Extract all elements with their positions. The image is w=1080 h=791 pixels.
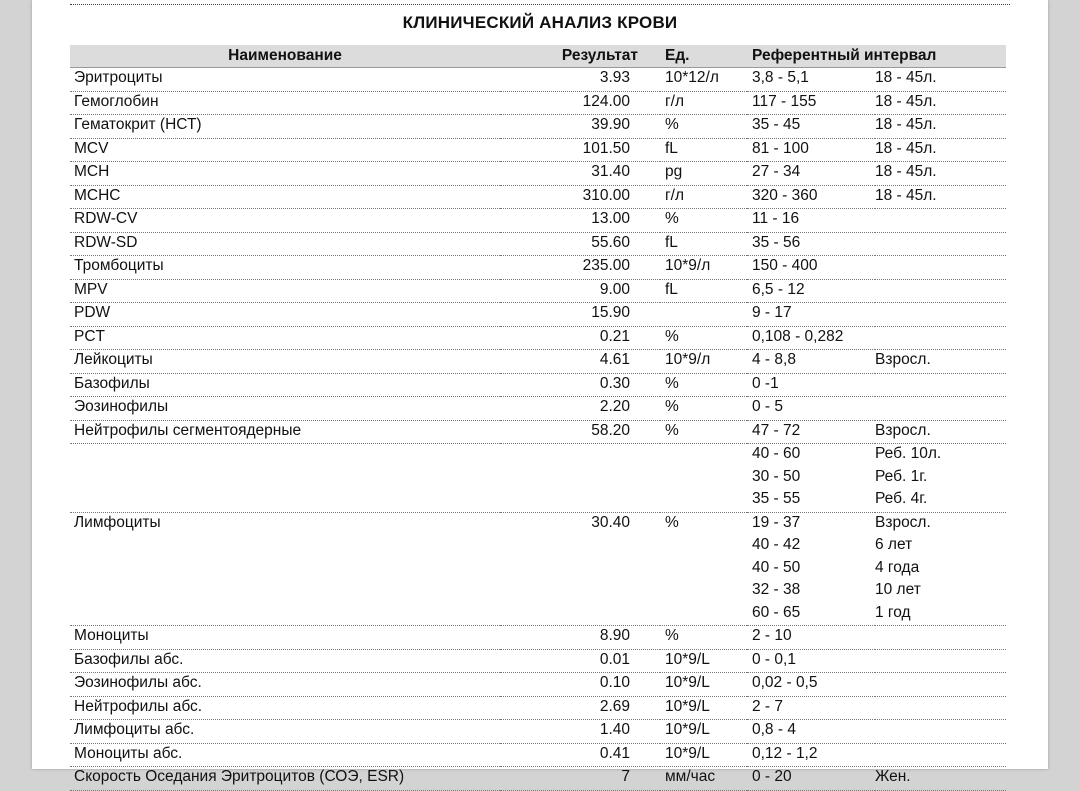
cell-unit: 10*9/L bbox=[660, 696, 747, 720]
cell-result: 235.00 bbox=[500, 256, 660, 280]
cell-name bbox=[70, 603, 500, 626]
cell-name: MPV bbox=[70, 279, 500, 303]
table-row bbox=[70, 603, 1006, 626]
cell-result bbox=[500, 580, 660, 603]
cell-unit: % bbox=[660, 397, 747, 421]
cell-unit: fL bbox=[660, 232, 747, 256]
cell-name: MCHC bbox=[70, 185, 500, 209]
table-row bbox=[70, 696, 1006, 720]
cell-reference: 27 - 34 bbox=[747, 162, 875, 186]
cell-name: Нейтрофилы сегментоядерные bbox=[70, 420, 500, 444]
table-row bbox=[70, 256, 1006, 280]
cell-result: 4.61 bbox=[500, 350, 660, 374]
cell-result bbox=[500, 444, 660, 467]
cell-reference: 9 - 17 bbox=[747, 303, 875, 327]
cell-unit bbox=[660, 603, 747, 626]
cell-reference: 30 - 50 bbox=[752, 467, 801, 485]
cell-note: Взросл. bbox=[875, 350, 1006, 374]
cell-result: 31.40 bbox=[500, 162, 660, 186]
cell-unit: % bbox=[660, 209, 747, 233]
cell-unit bbox=[660, 535, 747, 558]
cell-note: 18 - 45л. bbox=[875, 162, 1006, 186]
cell-name: Эозинофилы bbox=[70, 397, 500, 421]
column-header-result: Результат bbox=[500, 45, 660, 68]
cell-unit bbox=[660, 558, 747, 581]
cell-name: Базофилы bbox=[70, 373, 500, 397]
cell-reference: 35 - 45 bbox=[747, 115, 875, 139]
cell-reference: 6,5 - 12 bbox=[747, 279, 875, 303]
cell-note bbox=[875, 326, 1006, 350]
cell-result: 55.60 bbox=[500, 232, 660, 256]
cell-unit: % bbox=[660, 420, 747, 444]
cell-result: 3.93 bbox=[500, 68, 660, 92]
cell-result: 8.90 bbox=[500, 626, 660, 650]
cell-note bbox=[875, 720, 1006, 744]
cell-note bbox=[875, 743, 1006, 767]
table-row bbox=[70, 489, 1006, 512]
table-row bbox=[70, 279, 1006, 303]
cell-note bbox=[875, 256, 1006, 280]
cell-result: 15.90 bbox=[500, 303, 660, 327]
cell-result: 0.30 bbox=[500, 373, 660, 397]
cell-reference: 47 - 72 bbox=[747, 420, 875, 444]
cell-result: 0.41 bbox=[500, 743, 660, 767]
cell-unit: 10*9/л bbox=[660, 256, 747, 280]
table-row bbox=[70, 626, 1006, 650]
cell-name bbox=[70, 535, 500, 558]
cell-note: 6 лет bbox=[875, 536, 913, 553]
cell-name: Базофилы абс. bbox=[70, 649, 500, 673]
cell-unit: % bbox=[660, 373, 747, 397]
table-row bbox=[70, 535, 1006, 558]
table-row bbox=[70, 350, 1006, 374]
cell-unit: % bbox=[660, 115, 747, 139]
cell-name: Эозинофилы абс. bbox=[70, 673, 500, 697]
cell-unit: г/л bbox=[660, 91, 747, 115]
table-row bbox=[70, 138, 1006, 162]
cell-name: Лимфоциты абс. bbox=[70, 720, 500, 744]
cell-note: Взросл. bbox=[875, 513, 931, 531]
cell-reference: 117 - 155 bbox=[747, 91, 875, 115]
cell-reference: 60 - 65 bbox=[747, 603, 875, 626]
cell-result bbox=[500, 467, 660, 490]
cell-unit bbox=[660, 489, 747, 512]
cell-unit: % bbox=[665, 513, 679, 531]
cell-result: 2.20 bbox=[500, 397, 660, 421]
cell-name: Тромбоциты bbox=[70, 256, 500, 280]
cell-unit bbox=[660, 580, 747, 603]
cell-note bbox=[875, 209, 1006, 233]
table-row bbox=[70, 420, 1006, 444]
cell-reference: 2 - 7 bbox=[747, 696, 875, 720]
cell-reference: 32 - 38 bbox=[752, 581, 801, 598]
cell-result: 0.10 bbox=[500, 673, 660, 697]
table-row bbox=[70, 444, 1006, 467]
cell-note: Реб. 10л. bbox=[875, 445, 942, 462]
cell-reference: 4 - 8,8 bbox=[747, 350, 875, 374]
cell-unit: 10*9/л bbox=[660, 350, 747, 374]
cell-result: 7 bbox=[500, 767, 660, 791]
cell-result bbox=[500, 535, 660, 558]
table-body bbox=[70, 68, 1006, 791]
cell-reference: 0 - 20 bbox=[747, 767, 875, 791]
cell-reference: 40 - 42 bbox=[752, 536, 801, 553]
cell-note: 18 - 45л. bbox=[875, 185, 1006, 209]
column-header-unit: Ед. bbox=[660, 45, 747, 68]
cell-name bbox=[70, 489, 500, 512]
cell-result: 30.40 bbox=[591, 513, 630, 531]
table-row bbox=[70, 397, 1006, 421]
cell-reference: 0,8 - 4 bbox=[747, 720, 875, 744]
table-row bbox=[70, 767, 1006, 791]
table-row bbox=[70, 326, 1006, 350]
table-row bbox=[70, 512, 1006, 535]
cell-reference: 0,108 - 0,282 bbox=[747, 326, 875, 350]
table-row bbox=[70, 162, 1006, 186]
cell-result bbox=[500, 558, 660, 581]
cell-note: 10 лет bbox=[875, 581, 921, 598]
cell-reference: 2 - 10 bbox=[747, 626, 875, 650]
cell-name: Моноциты bbox=[70, 626, 500, 650]
cell-result: 1.40 bbox=[500, 720, 660, 744]
cell-note: 18 - 45л. bbox=[875, 91, 1006, 115]
cell-result: 310.00 bbox=[500, 185, 660, 209]
cell-note bbox=[875, 232, 1006, 256]
cell-name: RDW-CV bbox=[70, 209, 500, 233]
cell-name: MCV bbox=[70, 138, 500, 162]
table-header-row bbox=[70, 45, 1006, 68]
cell-unit: 10*9/L bbox=[660, 649, 747, 673]
cell-unit: pg bbox=[660, 162, 747, 186]
cell-name: MCH bbox=[70, 162, 500, 186]
table-row bbox=[70, 580, 1006, 603]
cell-unit: fL bbox=[660, 279, 747, 303]
cell-unit: % bbox=[660, 326, 747, 350]
cell-reference: 81 - 100 bbox=[747, 138, 875, 162]
cell-unit: 10*9/L bbox=[660, 743, 747, 767]
cell-reference: 0 -1 bbox=[747, 373, 875, 397]
cell-note bbox=[875, 303, 1006, 327]
cell-unit: 10*12/л bbox=[660, 68, 747, 92]
cell-note: Реб. 1г. bbox=[875, 467, 928, 485]
cell-result: 0.21 bbox=[500, 326, 660, 350]
cell-unit: % bbox=[660, 626, 747, 650]
cell-result: 13.00 bbox=[500, 209, 660, 233]
cell-reference: 0 - 0,1 bbox=[747, 649, 875, 673]
cell-name: Моноциты абс. bbox=[70, 743, 500, 767]
cell-name: Нейтрофилы абс. bbox=[70, 696, 500, 720]
report-title: КЛИНИЧЕСКИЙ АНАЛИЗ КРОВИ bbox=[402, 13, 678, 32]
cell-note bbox=[875, 696, 1006, 720]
cell-result: 0.01 bbox=[500, 649, 660, 673]
cell-note bbox=[875, 673, 1006, 697]
cell-name: PCT bbox=[70, 326, 500, 350]
cell-note bbox=[875, 373, 1006, 397]
cell-result: 124.00 bbox=[500, 91, 660, 115]
cell-note bbox=[875, 279, 1006, 303]
cell-note: 18 - 45л. bbox=[875, 68, 1006, 92]
table-row bbox=[70, 209, 1006, 233]
cell-result bbox=[500, 489, 660, 512]
cell-result: 39.90 bbox=[500, 115, 660, 139]
cell-note: 1 год bbox=[875, 603, 1006, 626]
cell-reference: 150 - 400 bbox=[747, 256, 875, 280]
cell-note: Жен. bbox=[875, 767, 1006, 791]
cell-reference: 0,02 - 0,5 bbox=[747, 673, 875, 697]
table-row bbox=[70, 720, 1006, 744]
cell-result: 58.20 bbox=[500, 420, 660, 444]
cell-unit bbox=[660, 444, 747, 467]
cell-reference: 40 - 50 bbox=[752, 558, 801, 576]
cell-note bbox=[875, 649, 1006, 673]
column-header-reference: Референтный интервал bbox=[747, 45, 1006, 68]
cell-name bbox=[70, 580, 500, 603]
cell-note: Взросл. bbox=[875, 420, 1006, 444]
table-row bbox=[70, 743, 1006, 767]
table-row bbox=[70, 467, 1006, 490]
cell-reference: 11 - 16 bbox=[747, 209, 875, 233]
cell-name: Гемоглобин bbox=[70, 91, 500, 115]
cell-result: 101.50 bbox=[500, 138, 660, 162]
cell-name: Лимфоциты bbox=[74, 513, 161, 531]
cell-reference: 0,12 - 1,2 bbox=[747, 743, 875, 767]
cell-note bbox=[875, 626, 1006, 650]
cell-unit bbox=[660, 303, 747, 327]
cell-note: 18 - 45л. bbox=[875, 115, 1006, 139]
cell-name bbox=[70, 444, 500, 467]
table-row bbox=[70, 91, 1006, 115]
cell-reference: 40 - 60 bbox=[752, 445, 801, 462]
cell-unit bbox=[660, 467, 747, 490]
cell-unit: 10*9/L bbox=[660, 720, 747, 744]
cell-result bbox=[500, 603, 660, 626]
cell-name: PDW bbox=[70, 303, 500, 327]
table-row bbox=[70, 649, 1006, 673]
cell-name: Эритроциты bbox=[70, 68, 500, 92]
table-row bbox=[70, 558, 1006, 581]
cell-reference: 35 - 56 bbox=[747, 232, 875, 256]
table-row bbox=[70, 68, 1006, 92]
cell-note bbox=[875, 397, 1006, 421]
cell-reference: 0 - 5 bbox=[747, 397, 875, 421]
cell-note: 4 года bbox=[875, 558, 920, 576]
table-row bbox=[70, 303, 1006, 327]
table-row bbox=[70, 373, 1006, 397]
cell-unit: fL bbox=[660, 138, 747, 162]
cell-unit: г/л bbox=[660, 185, 747, 209]
table-row bbox=[70, 185, 1006, 209]
cell-unit: 10*9/L bbox=[660, 673, 747, 697]
cell-note: 18 - 45л. bbox=[875, 138, 1006, 162]
table-row bbox=[70, 115, 1006, 139]
cell-name bbox=[70, 558, 500, 581]
cell-result: 9.00 bbox=[500, 279, 660, 303]
cell-result: 2.69 bbox=[500, 696, 660, 720]
cell-name: RDW-SD bbox=[70, 232, 500, 256]
cell-reference: 3,8 - 5,1 bbox=[747, 68, 875, 92]
cell-note: Реб. 4г. bbox=[875, 489, 1006, 512]
column-header-name: Наименование bbox=[70, 45, 500, 68]
cell-name: Гематокрит (НСТ) bbox=[70, 115, 500, 139]
cell-reference: 320 - 360 bbox=[747, 185, 875, 209]
cell-name: Лейкоциты bbox=[70, 350, 500, 374]
cell-reference: 35 - 55 bbox=[747, 489, 875, 512]
cell-reference: 19 - 37 bbox=[752, 513, 801, 531]
cell-unit: мм/час bbox=[660, 767, 747, 791]
table-row bbox=[70, 673, 1006, 697]
cell-name: Скорость Оседания Эритроцитов (СОЭ, ESR) bbox=[70, 767, 500, 791]
cell-name bbox=[70, 467, 500, 490]
blood-test-table bbox=[70, 45, 1006, 791]
previous-section-cutoff bbox=[70, 0, 1010, 5]
table-row bbox=[70, 232, 1006, 256]
